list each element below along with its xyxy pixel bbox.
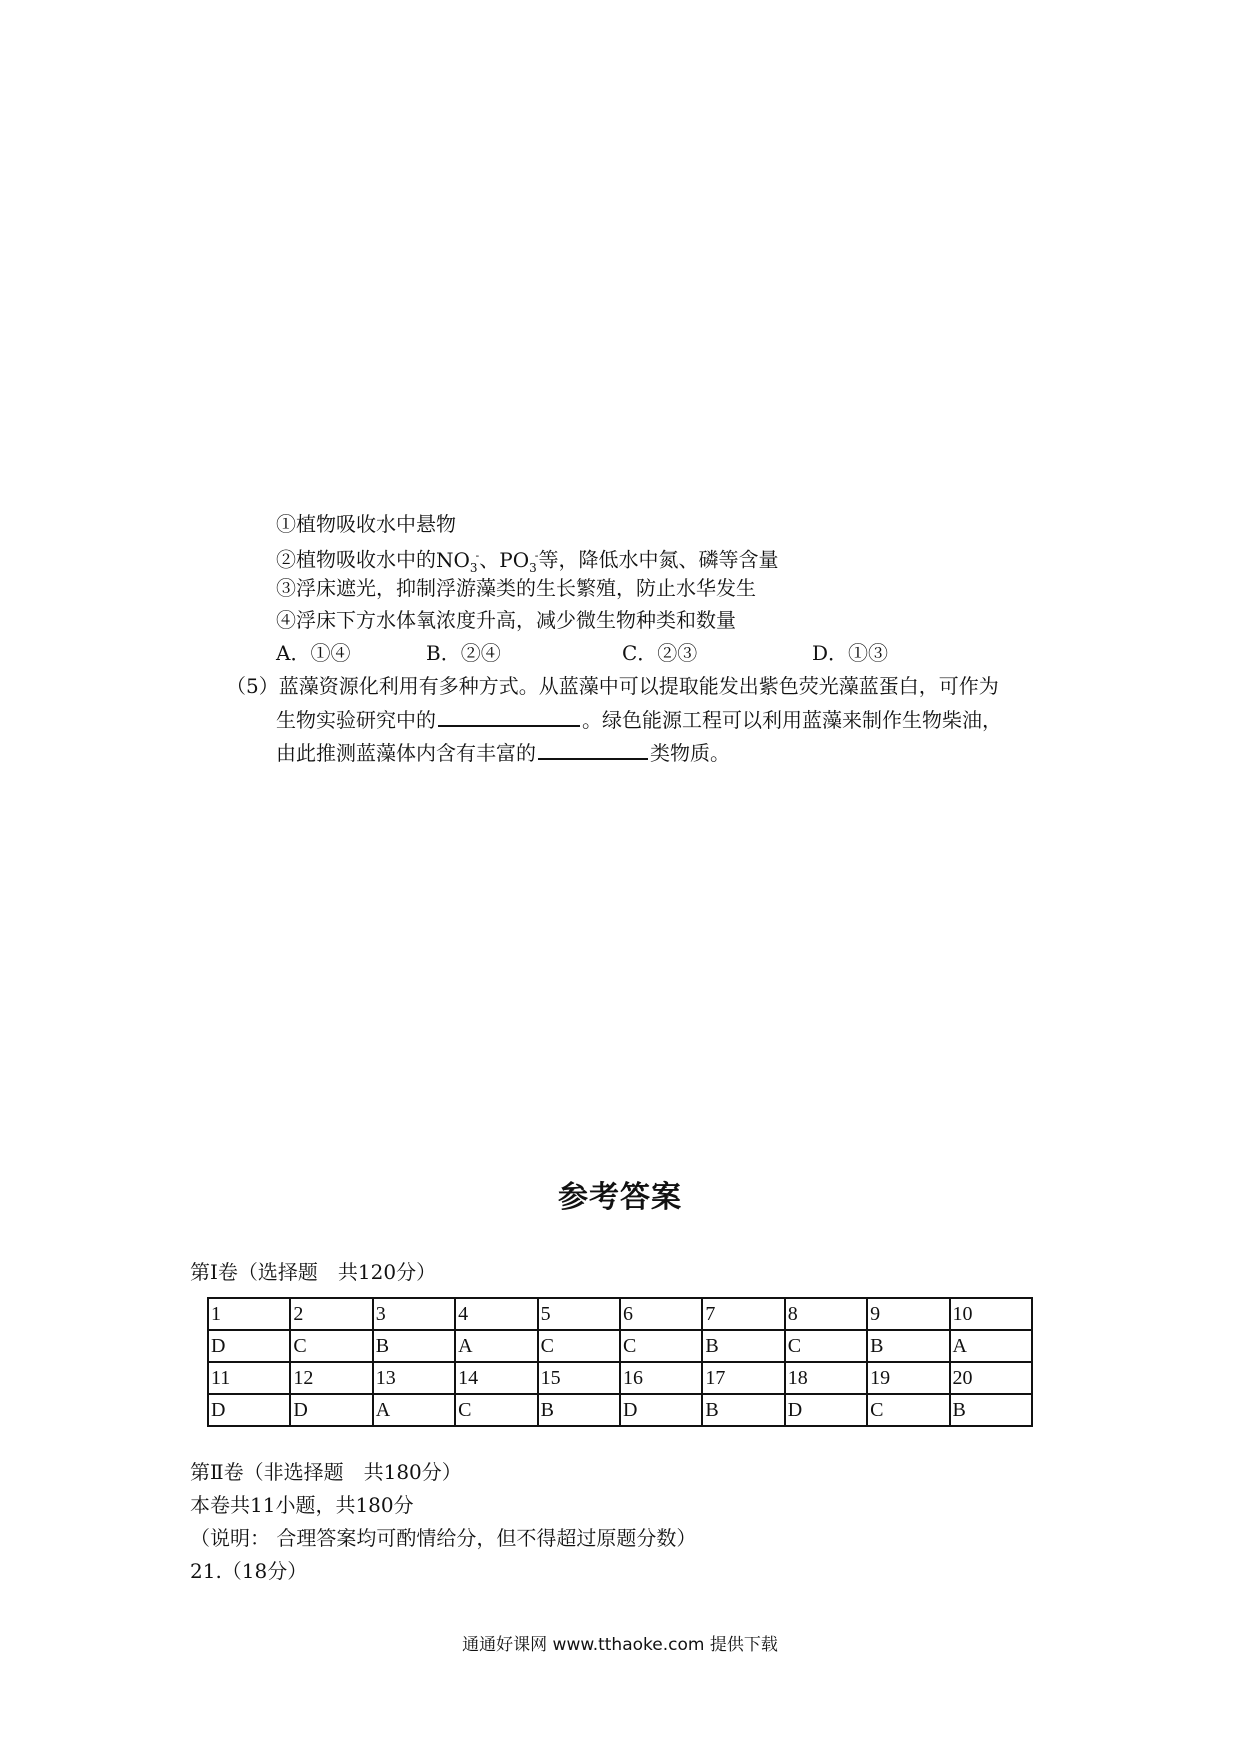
part5-line-1: （5）蓝藻资源化利用有多种方式。从蓝藻中可以提取能发出紫色荧光藻蓝蛋白，可作为 — [226, 674, 999, 698]
table-cell: A — [950, 1330, 1032, 1362]
table-cell: D — [208, 1330, 290, 1362]
table-cell: B — [702, 1330, 784, 1362]
table-cell: C — [785, 1330, 867, 1362]
part5-line-2-lead: 生物实验研究中的 — [276, 708, 436, 732]
table-cell: 20 — [950, 1362, 1032, 1394]
table-cell: 6 — [620, 1298, 702, 1330]
answer-title: 参考答案 — [558, 1180, 682, 1215]
separator: 、 — [479, 547, 500, 572]
table-cell: C — [620, 1330, 702, 1362]
part5-line-2 — [276, 705, 1002, 734]
table-cell: B — [373, 1330, 455, 1362]
part5-line-3-lead: 由此推测蓝藻体内含有丰富的 — [276, 741, 536, 765]
table-cell: B — [867, 1330, 949, 1362]
phosphate-formula: $PO_3^-$ — [499, 547, 539, 575]
option-item-4: ④浮床下方水体氧浓度升高，减少微生物种类和数量 — [276, 608, 736, 632]
option-item-3: ③浮床遮光，抑制浮游藻类的生长繁殖，防止水华发生 — [276, 576, 756, 600]
option-item-1: ①植物吸收水中悬物 — [276, 512, 456, 536]
table-cell: D — [208, 1394, 290, 1426]
table-cell: 8 — [785, 1298, 867, 1330]
table-cell: 14 — [455, 1362, 537, 1394]
table-cell: 4 — [455, 1298, 537, 1330]
footer-download-note: 通通好课网 www.tthaoke.com 提供下载 — [462, 1635, 778, 1655]
table-cell: 13 — [373, 1362, 455, 1394]
table-cell: C — [455, 1394, 537, 1426]
table-cell: B — [702, 1394, 784, 1426]
choice-d: D．①③ — [812, 641, 889, 665]
section1-header: 第Ⅰ卷（选择题 共120分） — [190, 1260, 437, 1284]
part5-line-2-rest: 。绿色能源工程可以利用蓝藻来制作生物柴油， — [582, 708, 1002, 732]
table-cell: C — [290, 1330, 372, 1362]
answer-table — [207, 1297, 1033, 1427]
table-cell: 18 — [785, 1362, 867, 1394]
table-cell: 16 — [620, 1362, 702, 1394]
table-cell: 10 — [950, 1298, 1032, 1330]
table-cell: 17 — [702, 1362, 784, 1394]
table-cell: 7 — [702, 1298, 784, 1330]
table-row — [208, 1394, 1032, 1426]
section2-header: 第Ⅱ卷（非选择题 共180分） — [190, 1460, 462, 1484]
table-row — [208, 1330, 1032, 1362]
option-item-2-lead: ②植物吸收水中的 — [276, 547, 436, 572]
table-cell: 11 — [208, 1362, 290, 1394]
question-21-header: 21.（18分） — [190, 1559, 308, 1583]
table-cell: 15 — [538, 1362, 620, 1394]
table-cell: 19 — [867, 1362, 949, 1394]
answer-blank-1 — [438, 705, 580, 727]
table-cell: A — [455, 1330, 537, 1362]
section2-count: 本卷共11小题，共180分 — [190, 1493, 414, 1517]
option-item-2-rest: 等，降低水中氮、磷等含量 — [538, 547, 779, 572]
table-cell: C — [538, 1330, 620, 1362]
table-cell: C — [867, 1394, 949, 1426]
choice-a: A．①④ — [276, 641, 351, 665]
part5-line-3-rest: 类物质。 — [650, 741, 730, 765]
table-cell: D — [785, 1394, 867, 1426]
answer-blank-2 — [538, 738, 648, 760]
table-cell: A — [373, 1394, 455, 1426]
table-cell: 2 — [290, 1298, 372, 1330]
table-cell: 12 — [290, 1362, 372, 1394]
section2-note: （说明： 合理答案均可酌情给分，但不得超过原题分数） — [190, 1526, 697, 1550]
table-cell: D — [290, 1394, 372, 1426]
choice-b: B．②④ — [426, 641, 501, 665]
nitrate-formula: $NO_3^-$ — [436, 547, 480, 575]
table-cell: 1 — [208, 1298, 290, 1330]
part5-line-3 — [276, 738, 730, 767]
table-row — [208, 1298, 1032, 1330]
table-cell: D — [620, 1394, 702, 1426]
table-cell: 5 — [538, 1298, 620, 1330]
choice-c: C．②③ — [622, 641, 698, 665]
table-cell: B — [538, 1394, 620, 1426]
table-cell: B — [950, 1394, 1032, 1426]
table-cell: 3 — [373, 1298, 455, 1330]
answer-choices — [276, 639, 888, 667]
table-row — [208, 1362, 1032, 1394]
table-cell: 9 — [867, 1298, 949, 1330]
